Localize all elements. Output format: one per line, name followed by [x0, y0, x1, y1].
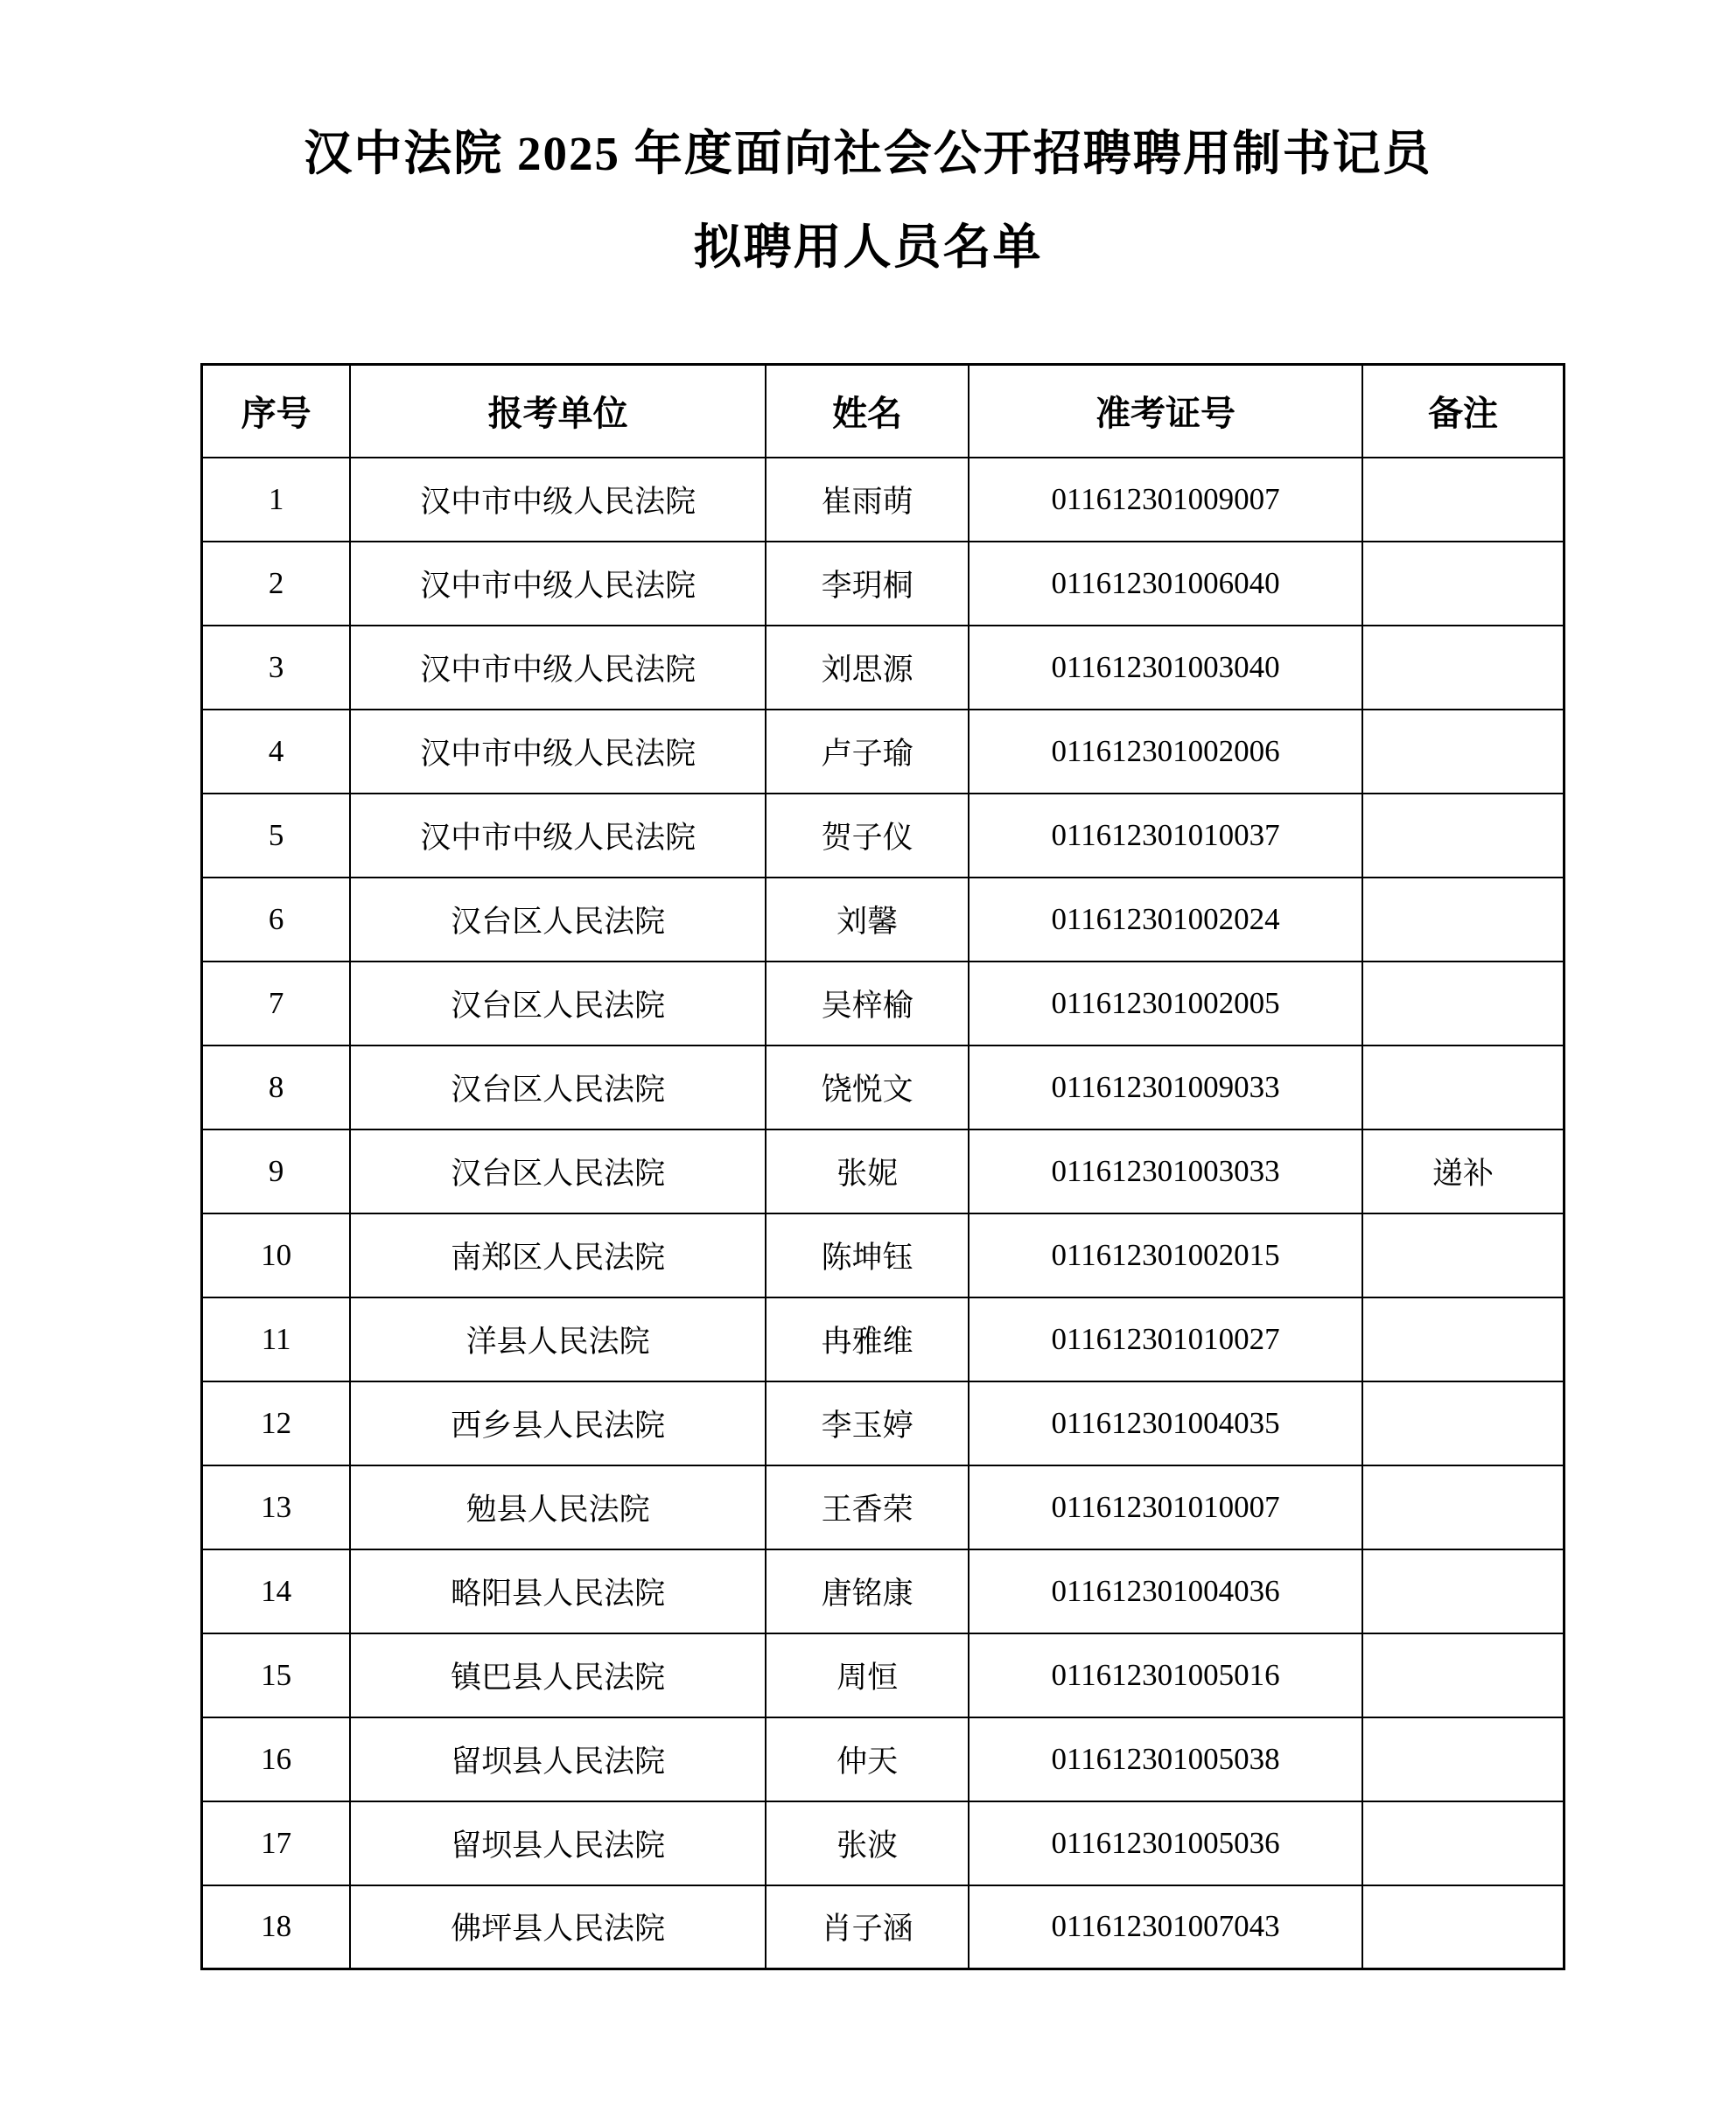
table-row	[202, 1885, 1564, 1969]
ticket-cell: 011612301005038	[969, 1717, 1362, 1801]
remark-cell	[1362, 626, 1564, 710]
ticket-cell: 011612301002006	[969, 710, 1362, 794]
header-remark: 备注	[1362, 365, 1564, 458]
table-row	[202, 710, 1564, 794]
remark-cell	[1362, 794, 1564, 878]
header-name: 姓名	[766, 365, 969, 458]
name-cell: 王香荣	[766, 1465, 969, 1549]
row-index-cell: 6	[202, 878, 351, 962]
remark-cell	[1362, 710, 1564, 794]
unit-cell: 汉中市中级人民法院	[350, 626, 766, 710]
unit-cell: 洋县人民法院	[350, 1297, 766, 1381]
unit-cell: 留坝县人民法院	[350, 1801, 766, 1885]
remark-cell	[1362, 1465, 1564, 1549]
ticket-cell: 011612301005036	[969, 1801, 1362, 1885]
document-title-line1: 汉中法院 2025 年度面向社会公开招聘聘用制书记员	[304, 127, 1432, 180]
ticket-cell: 011612301002024	[969, 878, 1362, 962]
name-cell: 吴梓榆	[766, 962, 969, 1046]
row-index-cell: 16	[202, 1717, 351, 1801]
table-row	[202, 1213, 1564, 1297]
header-ticket: 准考证号	[969, 365, 1362, 458]
row-index-cell: 17	[202, 1801, 351, 1885]
remark-cell	[1362, 1046, 1564, 1129]
table-header-row	[202, 365, 1564, 458]
name-cell: 唐铭康	[766, 1549, 969, 1633]
ticket-cell: 011612301010037	[969, 794, 1362, 878]
remark-cell	[1362, 1801, 1564, 1885]
unit-cell: 汉中市中级人民法院	[350, 794, 766, 878]
header-unit: 报考单位	[350, 365, 766, 458]
unit-cell: 勉县人民法院	[350, 1465, 766, 1549]
ticket-cell: 011612301004036	[969, 1549, 1362, 1633]
remark-cell	[1362, 1213, 1564, 1297]
row-index-cell: 4	[202, 710, 351, 794]
name-cell: 李玉婷	[766, 1381, 969, 1465]
ticket-cell: 011612301002005	[969, 962, 1362, 1046]
name-cell: 张妮	[766, 1129, 969, 1213]
row-index-cell: 5	[202, 794, 351, 878]
row-index-cell: 11	[202, 1297, 351, 1381]
name-cell: 陈坤钰	[766, 1213, 969, 1297]
unit-cell: 汉台区人民法院	[350, 1129, 766, 1213]
name-cell: 卢子瑜	[766, 710, 969, 794]
table-row	[202, 878, 1564, 962]
remark-cell	[1362, 1381, 1564, 1465]
unit-cell: 佛坪县人民法院	[350, 1885, 766, 1969]
unit-cell: 汉台区人民法院	[350, 962, 766, 1046]
unit-cell: 汉中市中级人民法院	[350, 710, 766, 794]
table-row	[202, 1046, 1564, 1129]
ticket-cell: 011612301007043	[969, 1885, 1362, 1969]
table-row	[202, 1633, 1564, 1717]
row-index-cell: 7	[202, 962, 351, 1046]
row-index-cell: 3	[202, 626, 351, 710]
table-row	[202, 542, 1564, 626]
ticket-cell: 011612301010007	[969, 1465, 1362, 1549]
unit-cell: 汉台区人民法院	[350, 1046, 766, 1129]
remark-cell	[1362, 458, 1564, 542]
table-row	[202, 794, 1564, 878]
ticket-cell: 011612301006040	[969, 542, 1362, 626]
row-index-cell: 12	[202, 1381, 351, 1465]
table-row	[202, 962, 1564, 1046]
remark-cell	[1362, 1297, 1564, 1381]
name-cell: 刘馨	[766, 878, 969, 962]
table-row	[202, 458, 1564, 542]
unit-cell: 西乡县人民法院	[350, 1381, 766, 1465]
document-title-line2: 拟聘用人员名单	[693, 220, 1043, 274]
name-cell: 仲天	[766, 1717, 969, 1801]
row-index-cell: 1	[202, 458, 351, 542]
name-cell: 崔雨萌	[766, 458, 969, 542]
table-row	[202, 1129, 1564, 1213]
row-index-cell: 2	[202, 542, 351, 626]
remark-cell	[1362, 962, 1564, 1046]
name-cell: 肖子涵	[766, 1885, 969, 1969]
ticket-cell: 011612301005016	[969, 1633, 1362, 1717]
unit-cell: 略阳县人民法院	[350, 1549, 766, 1633]
row-index-cell: 18	[202, 1885, 351, 1969]
table-row	[202, 626, 1564, 710]
name-cell: 冉雅维	[766, 1297, 969, 1381]
ticket-cell: 011612301004035	[969, 1381, 1362, 1465]
ticket-cell: 011612301003033	[969, 1129, 1362, 1213]
ticket-cell: 011612301009007	[969, 458, 1362, 542]
ticket-cell: 011612301003040	[969, 626, 1362, 710]
table-row	[202, 1549, 1564, 1633]
row-index-cell: 9	[202, 1129, 351, 1213]
name-cell: 刘思源	[766, 626, 969, 710]
header-index: 序号	[202, 365, 351, 458]
unit-cell: 镇巴县人民法院	[350, 1633, 766, 1717]
name-cell: 饶悦文	[766, 1046, 969, 1129]
row-index-cell: 10	[202, 1213, 351, 1297]
remark-cell	[1362, 1633, 1564, 1717]
remark-cell	[1362, 878, 1564, 962]
hired-personnel-table	[200, 363, 1565, 1970]
unit-cell: 汉台区人民法院	[350, 878, 766, 962]
table-row	[202, 1717, 1564, 1801]
remark-cell	[1362, 1717, 1564, 1801]
table-row	[202, 1801, 1564, 1885]
ticket-cell: 011612301010027	[969, 1297, 1362, 1381]
name-cell: 李玥桐	[766, 542, 969, 626]
remark-cell	[1362, 1549, 1564, 1633]
remark-cell	[1362, 1885, 1564, 1969]
name-cell: 周恒	[766, 1633, 969, 1717]
ticket-cell: 011612301002015	[969, 1213, 1362, 1297]
unit-cell: 留坝县人民法院	[350, 1717, 766, 1801]
name-cell: 张波	[766, 1801, 969, 1885]
row-index-cell: 14	[202, 1549, 351, 1633]
row-index-cell: 15	[202, 1633, 351, 1717]
remark-cell: 递补	[1362, 1129, 1564, 1213]
unit-cell: 汉中市中级人民法院	[350, 542, 766, 626]
ticket-cell: 011612301009033	[969, 1046, 1362, 1129]
unit-cell: 汉中市中级人民法院	[350, 458, 766, 542]
remark-cell	[1362, 542, 1564, 626]
table-row	[202, 1381, 1564, 1465]
row-index-cell: 8	[202, 1046, 351, 1129]
unit-cell: 南郑区人民法院	[350, 1213, 766, 1297]
name-cell: 贺子仪	[766, 794, 969, 878]
table-row	[202, 1297, 1564, 1381]
table-row	[202, 1465, 1564, 1549]
row-index-cell: 13	[202, 1465, 351, 1549]
